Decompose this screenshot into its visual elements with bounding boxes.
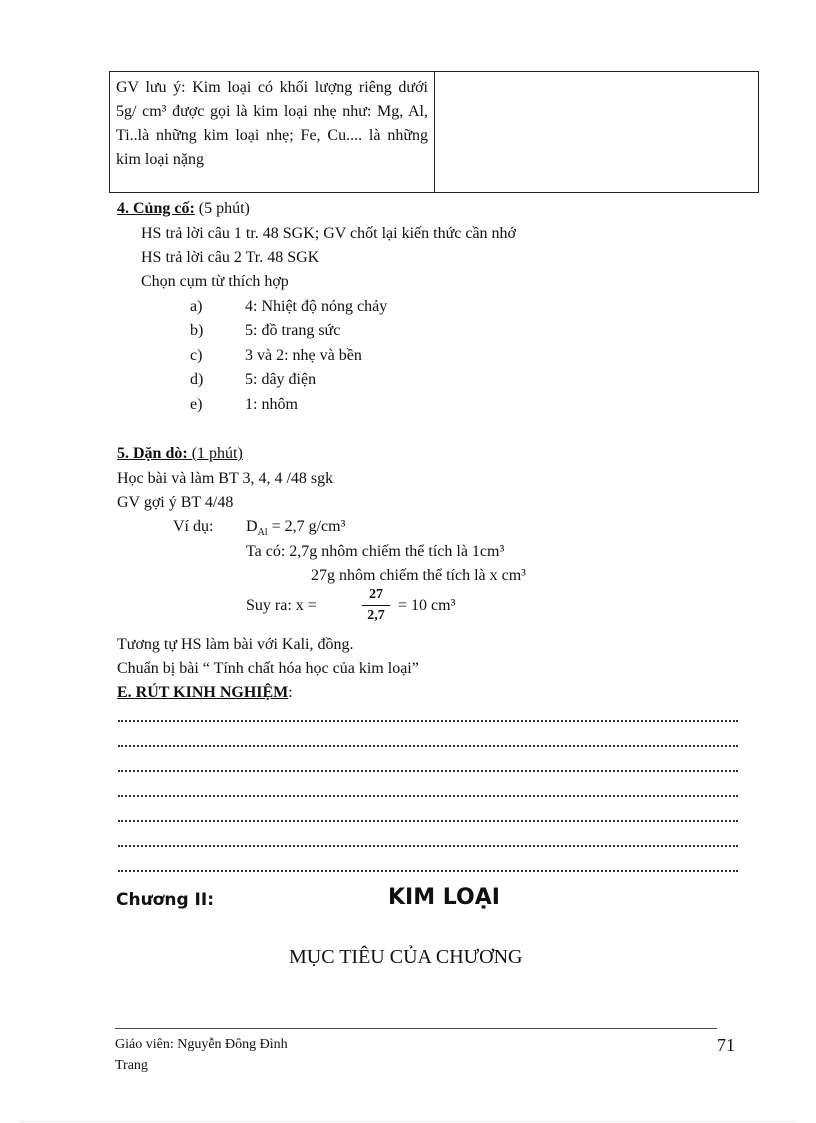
- chapter-label: Chương II:: [116, 890, 214, 910]
- section5-line-2: GV gợi ý BT 4/48: [117, 494, 234, 511]
- density-formula: [246, 518, 345, 538]
- section4-line-3: Chọn cụm từ thích hợp: [141, 273, 289, 290]
- sectionE-heading-line: [117, 684, 293, 702]
- taco-line: Ta có: 2,7g nhôm chiếm thể tích là 1cm³: [246, 543, 505, 560]
- option-b-letter: b): [190, 322, 204, 339]
- sectionE-heading: E. RÚT KINH NGHIỆM: [117, 684, 289, 701]
- suy-ra-result: = 10 cm³: [398, 597, 456, 614]
- option-e-text: 1: nhôm: [245, 396, 298, 413]
- chapter-objectives: MỤC TIÊU CỦA CHƯƠNG: [289, 946, 523, 968]
- option-c-letter: c): [190, 347, 203, 364]
- density-value: = 2,7 g/cm³: [267, 518, 346, 535]
- dotted-line: [118, 837, 738, 847]
- suy-ra-label: Suy ra: x =: [246, 597, 317, 614]
- section5-time: (1 phút): [187, 445, 243, 462]
- dotted-line: [118, 737, 738, 747]
- fraction-bar: [362, 605, 390, 606]
- section5-heading: 5. Dặn dò:: [117, 445, 188, 462]
- option-e-letter: e): [190, 396, 203, 413]
- page-number: 71: [717, 1035, 735, 1055]
- dotted-line: [118, 812, 738, 822]
- section4-heading-line: [117, 200, 250, 218]
- chapter-title: KIM LOẠI: [388, 885, 500, 910]
- option-d-letter: d): [190, 371, 204, 388]
- footer-teacher-line2: Trang: [115, 1058, 148, 1073]
- dotted-line: [118, 762, 738, 772]
- footer-rule: [115, 1028, 717, 1029]
- note-text: GV lưu ý: Kim loại có khối lượng riêng dưới 5g/ cm³ được gọi là kim loại nhẹ như: Mg, Al, Ti..là những kim loại nhẹ; Fe, Cu.... là những kim loại nặng: [116, 79, 428, 168]
- section4-time: (5 phút): [194, 200, 250, 217]
- dotted-line: [118, 712, 738, 722]
- section4-line-1: HS trả lời câu 1 tr. 48 SGK; GV chốt lại kiến thức cần nhớ: [141, 225, 517, 242]
- note-table: [109, 71, 759, 193]
- fraction-denominator: 2,7: [367, 608, 385, 623]
- section5-line-1: Học bài và làm BT 3, 4, 4 /48 sgk: [117, 470, 334, 487]
- option-a-letter: a): [190, 298, 203, 315]
- section4-line-2: HS trả lời câu 2 Tr. 48 SGK: [141, 249, 320, 266]
- line-tuong-tu: Tương tự HS làm bài với Kali, đồng.: [117, 636, 354, 653]
- dotted-line: [118, 862, 738, 872]
- density-symbol: D: [246, 518, 258, 535]
- example-label: Ví dụ:: [173, 518, 214, 535]
- note-cell: [110, 72, 435, 192]
- option-d-text: 5: dây điện: [245, 371, 317, 388]
- sectionE-colon: :: [288, 684, 293, 701]
- fraction-numerator: 27: [369, 587, 383, 602]
- section4-heading: 4. Củng cố:: [117, 200, 195, 217]
- section5-heading-line: [117, 445, 243, 463]
- empty-cell: [435, 72, 758, 192]
- taco-line-2: 27g nhôm chiếm thể tích là x cm³: [311, 567, 526, 584]
- footer-teacher: Giáo viên: Nguyễn Đông Đình: [115, 1037, 288, 1052]
- fraction: [362, 587, 390, 624]
- dotted-line: [118, 787, 738, 797]
- option-c-text: 3 và 2: nhẹ và bền: [245, 347, 362, 364]
- page-edge: [20, 1121, 796, 1122]
- line-chuan-bi: Chuẩn bị bài “ Tính chất hóa học của kim loại”: [117, 660, 419, 677]
- density-subscript: Al: [257, 527, 268, 539]
- option-a-text: 4: Nhiệt độ nóng chảy: [245, 298, 388, 315]
- option-b-text: 5: đồ trang sức: [245, 322, 341, 339]
